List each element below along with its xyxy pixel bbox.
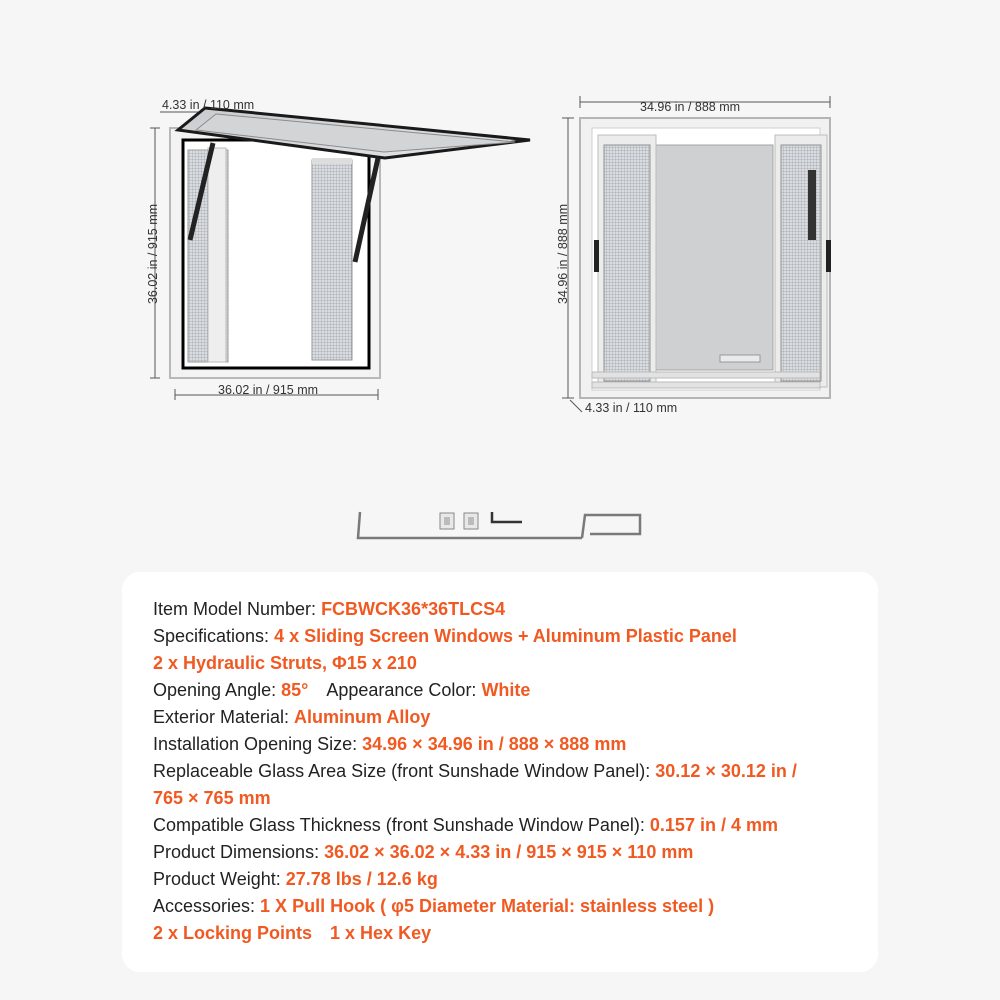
spec-accessories [153, 893, 873, 920]
spec-glass-area-line2 [153, 785, 873, 812]
weight-label: Product Weight: [153, 869, 286, 889]
accessories-value-2: 2 x Locking Points [153, 923, 313, 943]
spec-material [153, 704, 873, 731]
glass-area-value-2: 765 × 765 mm [153, 788, 271, 808]
spec-glass-thickness [153, 812, 873, 839]
accessories-value: 1 X Pull Hook ( φ5 Diameter Material: stainless steel ) [260, 896, 715, 916]
opening-value: 34.96 × 34.96 in / 888 × 888 mm [362, 734, 627, 754]
spec-model [153, 596, 873, 623]
right-depth-label: 4.33 in / 110 mm [585, 401, 678, 415]
spec-weight [153, 866, 873, 893]
dimensions-label: Product Dimensions: [153, 842, 325, 862]
spec-specifications-line2 [153, 650, 873, 677]
left-top-depth-label: 4.33 in / 110 mm [162, 98, 255, 112]
angle-value: 85° [281, 680, 309, 700]
right-width-label: 34.96 in / 888 mm [640, 100, 741, 114]
weight-value: 27.78 lbs / 12.6 kg [285, 869, 438, 889]
accessories-value-3: 1 x Hex Key [330, 923, 432, 943]
accessories-label: Accessories: [153, 896, 261, 916]
open-window-illustration [150, 108, 530, 400]
accessories-illustration [358, 512, 640, 538]
glass-area-label: Replaceable Glass Area Size (front Sunshade Window Panel): [153, 761, 656, 781]
opening-label: Installation Opening Size: [153, 734, 363, 754]
spec-value: 4 x Sliding Screen Windows + Aluminum Plastic Panel [274, 626, 737, 646]
spec-glass-area [153, 758, 873, 785]
left-width-label: 36.02 in / 915 mm [218, 383, 319, 397]
spec-label: Specifications: [153, 626, 275, 646]
model-value: FCBWCK36*36TLCS4 [321, 599, 506, 619]
color-value: White [481, 680, 531, 700]
dimensions-value: 36.02 × 36.02 × 4.33 in / 915 × 915 × 110 mm [324, 842, 694, 862]
glass-area-value: 30.12 × 30.12 in / [655, 761, 797, 781]
spec-angle-color [153, 677, 873, 704]
color-label: Appearance Color: [326, 680, 482, 700]
material-label: Exterior Material: [153, 707, 295, 727]
material-value: Aluminum Alloy [294, 707, 431, 727]
spec-value-2: 2 x Hydraulic Struts, Φ15 x 210 [153, 653, 417, 673]
right-height-label: 34.96 in / 888 mm [556, 203, 570, 305]
spec-opening-size [153, 731, 873, 758]
thickness-value: 0.157 in / 4 mm [649, 815, 778, 835]
left-height-label: 36.02 in / 915 mm [146, 203, 160, 305]
spec-accessories-line2 [153, 920, 873, 947]
spec-list [153, 596, 873, 947]
angle-label: Opening Angle: [153, 680, 282, 700]
thickness-label: Compatible Glass Thickness (front Sunshade Window Panel): [153, 815, 650, 835]
model-label: Item Model Number: [153, 599, 322, 619]
closed-window-illustration [562, 96, 831, 412]
spec-specifications [153, 623, 873, 650]
spec-dimensions [153, 839, 873, 866]
